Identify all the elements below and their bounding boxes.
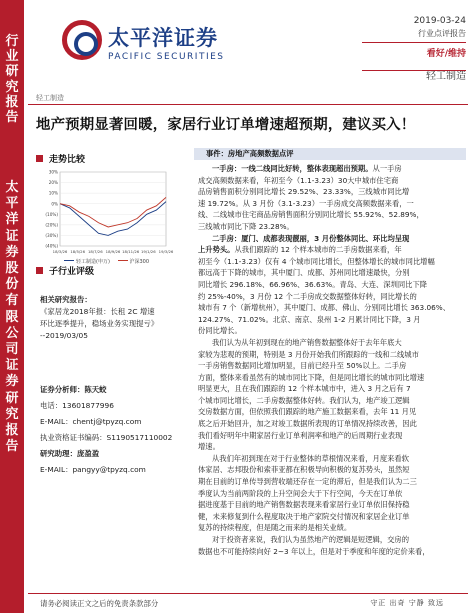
side-label-char: 平	[5, 196, 19, 212]
breadcrumb: 轻工制造	[36, 94, 64, 102]
side-label-char: 研	[5, 64, 19, 80]
x-tick-label: 19/1/26	[141, 249, 156, 254]
body-line: 二手房：厦门、成都表现靓丽，3 月份整体同比、环比均呈现	[212, 233, 410, 243]
y-tick-label: 10%	[48, 190, 58, 196]
body-line: 据进度基于目前的地产销售数据表现来看家居行业订单依旧保持稳	[198, 500, 410, 510]
body-line: 一手房销售数据同比增加明显，目前已经升至 50%以上。二手房	[198, 361, 407, 371]
header-divider	[362, 70, 466, 71]
side-label-char: 行	[5, 34, 19, 49]
report-type: 行业点评报告	[418, 29, 466, 38]
x-tick-label: 18/11/26	[122, 249, 140, 254]
logo-name-cn: 太平洋证券	[108, 26, 218, 50]
body-line: 同比增长 296.18%、66.96%、36.63%。青岛、大连、深圳同比下降	[198, 279, 428, 289]
analyst-name: 证券分析师：陈天蛟	[40, 385, 107, 394]
related-date: --2019/03/05	[40, 331, 88, 340]
body-line: 约 25%-40%，3 月份 12 个二手房成交数据整体好转，同比增长的	[198, 291, 417, 301]
report-body	[198, 163, 466, 557]
body-line: 个城市同比增长，二手房数据整体好转。我们认为，地产竣工逻辑	[198, 395, 410, 405]
side-label-char: 业	[5, 49, 19, 65]
body-line: 三线城市同比下降 23.28%。	[198, 221, 294, 231]
side-label-chars	[0, 180, 24, 455]
side-label-char: 证	[5, 358, 19, 374]
body-line: 数据也不可能持续向好 2~3 年以上，但是对于季度和年度的定价来看，	[198, 546, 430, 556]
side-label-char: 究	[5, 406, 19, 422]
related-line[interactable]: 《家居龙2018年报：长租 2C 增速	[40, 307, 155, 316]
body-line: 都远高于下降的城市，其中厦门、成都、苏州同比增速最快，分别	[198, 268, 410, 278]
body-line: 上升势头。从我们跟踪的 12 个样本城市的二手房数据来看，年	[198, 245, 402, 255]
body-line: 底之后开始回升，加之对竣工数据所表现的订单情况持续改善，因此	[198, 419, 417, 429]
logo-mark-icon	[62, 20, 102, 60]
side-label-char: 报	[5, 94, 19, 110]
report-date: 2019-03-24	[413, 16, 466, 26]
side-label-report-type	[0, 34, 24, 125]
y-tick-label: (30%)	[45, 233, 58, 239]
y-tick-label: (10%)	[45, 211, 58, 217]
company-logo	[62, 14, 225, 76]
body-line: 份同比增长。	[198, 326, 242, 336]
x-tick-label: 18/3/26	[52, 249, 68, 254]
side-label-char: 究	[5, 79, 19, 95]
side-label-char: 券	[5, 374, 19, 390]
body-line: 124.27%、71.02%。北京、南京、泉州 1-2 月累计同比下降，3 月	[198, 314, 421, 324]
side-label-char: 告	[5, 110, 19, 126]
title-rule	[28, 104, 468, 105]
body-line: 线、二线城市住宅商品房销售面积分别同比增长 55.92%、52.89%，	[198, 210, 424, 220]
side-label-char: 股	[5, 261, 19, 277]
body-line: 速 19.72%。从 3 月份（3.1-3.23）一手房成交高频数据来看，一	[198, 198, 414, 208]
analyst-cert: 执业资格证书编码：S1190517110002	[40, 433, 173, 442]
y-tick-label: (20%)	[45, 222, 58, 228]
y-tick-label: 20%	[48, 180, 58, 186]
side-label-char: 证	[5, 228, 19, 244]
side-label-char: 报	[5, 423, 19, 439]
y-tick-label: (40%)	[45, 243, 58, 249]
series-line-0	[60, 202, 166, 236]
body-line: 体家居、志邦股份和索菲亚都在积极导向积极的复苏势头，虽然短	[198, 465, 410, 475]
analyst-email[interactable]: E-MAIL：chentj@tpyzq.com	[40, 417, 142, 426]
side-label-char: 券	[5, 244, 19, 260]
legend-swatch-a	[64, 260, 74, 261]
body-line: 成交高频数据来看，年初至今（1.1-3.23）30大中城市住宅商	[198, 175, 399, 185]
company-motto: 守正 出奇 宁静 致远	[370, 599, 444, 607]
square-bullet-icon	[36, 267, 43, 274]
side-label-char: 太	[5, 180, 19, 195]
subindustry-heading	[36, 264, 94, 277]
body-line: 家较为悲观的预期，特别是 3 月份开始我们所跟踪的一线和二线城市	[198, 349, 419, 359]
event-banner-label: 事件：房地产高频数据点评	[206, 149, 294, 158]
trend-heading-label: 走势比较	[49, 155, 86, 165]
sector-name: 轻工制造	[426, 71, 466, 82]
body-line: 品房销售面积分别同比增长 29.52%、23.33%，三线城市同比增	[198, 187, 410, 197]
body-line: 方面，整体来看虽然有的城市同比下降，但是同比增长的城市同比增速	[198, 372, 425, 382]
trend-heading	[36, 152, 85, 165]
subindustry-heading-label: 子行业评级	[49, 267, 95, 277]
legend-swatch-b	[118, 260, 128, 261]
body-line: 从我们年初到现在对于行业整体的草根情况来看，月度来看软	[212, 453, 410, 463]
related-line[interactable]: 环比逐季提升，稳场业务实现提亏》	[40, 319, 159, 328]
body-line: 交房数据方面，但依照我们跟踪的地产施工数据来看，去年 11 月见	[198, 407, 417, 417]
side-label-char: 研	[5, 390, 19, 406]
body-line: 季度认为当前两阶段的上升空间会大于下行空间，今天在订单依	[198, 488, 403, 498]
assistant-name: 研究助理：庞盈盈	[40, 449, 100, 458]
body-line: 一手房：一线二线同比好转，整体表现超出预期。从一手房	[212, 164, 402, 173]
square-bullet-icon	[36, 155, 43, 162]
side-label-char: 有	[5, 293, 19, 309]
legend-label-a: 轻工制造(申万)	[76, 259, 110, 265]
body-line: 期在目前的订单传导到营收端还存在一定的滞后，但是我们认为二三	[198, 477, 417, 487]
side-label-char: 限	[5, 309, 19, 325]
analyst-phone: 电话：13601877996	[40, 401, 114, 410]
body-line: 初至今（1.1-3.23）仅有 4 个城市同比增长，但整体增长的城市同比增幅	[198, 256, 435, 266]
sector-rating: 看好/维持	[426, 49, 466, 59]
page-title: 地产预期显著回暖，家居行业订单增速超预期，建议买入！	[36, 117, 416, 133]
disclaimer-note: 请务必阅读正文之后的免责条款部分	[40, 599, 159, 608]
header-divider	[362, 42, 466, 43]
body-line: 我们认为从年初到现在的地产销售数据整体好于去年年底大	[212, 337, 402, 347]
x-tick-label: 18/9/26	[105, 249, 121, 254]
body-line: 健，未来修复到什么程度取决于地产家院交付情况和家居企业订单	[198, 511, 410, 521]
side-label-char: 公	[5, 325, 19, 341]
side-label-char: 洋	[5, 212, 19, 228]
x-tick-label: 18/7/26	[88, 249, 103, 254]
side-label-chars	[0, 34, 24, 125]
logo-name-en: PACIFIC SECURITIES	[108, 52, 225, 62]
series-line-1	[60, 197, 166, 227]
body-line: 增速。	[198, 442, 220, 452]
y-tick-label: 0%	[51, 201, 58, 207]
trend-chart	[34, 168, 174, 258]
header-meta	[414, 16, 466, 82]
x-tick-label: 19/3/26	[158, 249, 174, 254]
y-tick-label: 30%	[48, 169, 58, 175]
body-line: 对于投资者来说，我们认为虽然地产的逻辑是短逻辑，交房的	[212, 535, 410, 544]
side-label-char: 告	[5, 439, 19, 455]
side-label-char: 司	[5, 342, 19, 358]
x-tick-label: 18/5/26	[70, 249, 85, 254]
body-line: 复苏的持续程度，但是随之而来的是相关业绩。	[198, 523, 352, 533]
legend-label-b: 沪深300	[129, 259, 150, 265]
related-heading: 相关研究报告：	[40, 295, 92, 304]
assistant-email[interactable]: E-MAIL：pangyy@tpyzq.com	[40, 465, 146, 474]
side-label-char: 份	[5, 277, 19, 293]
body-line: 明显更大，且在我们跟踪的 12 个样本城市中，进入 3 月之后有 7	[198, 384, 411, 394]
footer-rule	[28, 593, 468, 594]
body-line: 城市有 7 个（新增杭州），其中厦门、成都、佛山、分别同比增长 363.06%、	[198, 303, 451, 313]
body-line: 我们看好明年中期家居行业订单利润率和地产的后周期行业表现	[198, 430, 403, 440]
event-banner	[194, 148, 466, 160]
side-label-company	[0, 180, 24, 455]
